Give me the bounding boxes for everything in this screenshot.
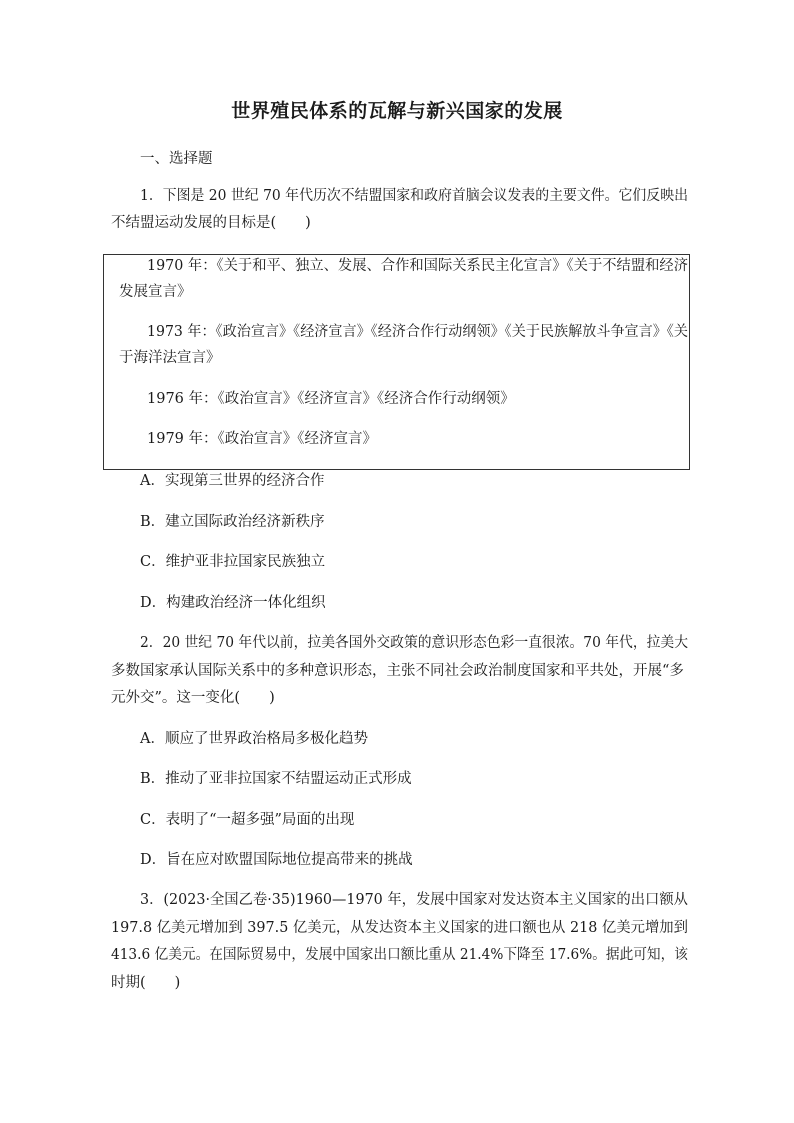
question-1-option-d: D．构建政治经济一体化组织 (140, 595, 326, 611)
box-1970-line-1: 1970 年：《关于和平、独立、发展、合作和国际关系民主化宣言》《关于不结盟和经济 (147, 258, 688, 274)
box-1970-line-2: 发展宣言》 (119, 284, 192, 300)
question-1-stem-line-1: 1．下图是 20 世纪 70 年代历次不结盟国家和政府首脑会议发表的主要文件。它们反映出 (140, 188, 688, 204)
question-2-option-a: A．顺应了世界政治格局多极化趋势 (140, 731, 368, 747)
question-2-option-d: D．旨在应对欧盟国际地位提高带来的挑战 (140, 852, 413, 868)
question-1-option-a: A．实现第三世界的经济合作 (140, 473, 325, 489)
box-1973-line-2: 于海洋法宣言》 (119, 350, 221, 366)
question-3-stem-line-1: 3．(2023·全国乙卷·35)1960—1970 年，发展中国家对发达资本主义国家的出口额从 (140, 892, 688, 908)
section-heading: 一、选择题 (140, 151, 213, 167)
box-1976-line: 1976 年：《政治宣言》《经济宣言》《经济合作行动纲领》 (147, 391, 515, 407)
question-3-stem-line-4: 时期( ) (111, 975, 181, 991)
question-3-stem-line-2: 197.8 亿美元增加到 397.5 亿美元，从发达资本主义国家的进口额也从 218 亿美元增加到 (111, 920, 689, 936)
question-1-stem-line-2: 不结盟运动发展的目标是( ) (111, 215, 311, 231)
box-1979-line: 1979 年：《政治宣言》《经济宣言》 (147, 431, 378, 447)
question-1-option-c: C．维护亚非拉国家民族独立 (140, 554, 326, 570)
question-2-option-c: C．表明了“一超多强”局面的出现 (140, 812, 355, 828)
question-2-stem-line-3: 元外交”。这一变化( ) (111, 690, 275, 706)
question-1-option-b: B．建立国际政治经济新秩序 (140, 514, 325, 530)
question-2-option-b: B．推动了亚非拉国家不结盟运动正式形成 (140, 771, 412, 787)
question-3-stem-line-3: 413.6 亿美元。在国际贸易中，发展中国家出口额比重从 21.4%下降至 17.6%。据此可知，该 (111, 947, 688, 963)
page-title: 世界殖民体系的瓦解与新兴国家的发展 (231, 100, 563, 122)
question-2-stem-line-2: 多数国家承认国际关系中的多种意识形态，主张不同社会政治制度国家和平共处，开展“多 (111, 663, 684, 679)
question-2-stem-line-1: 2．20 世纪 70 年代以前，拉美各国外交政策的意识形态色彩一直很浓。70 年代，拉美大 (140, 635, 689, 651)
box-1973-line-1: 1973 年：《政治宣言》《经济宣言》《经济合作行动纲领》《关于民族解放斗争宣言》《关 (147, 324, 689, 340)
